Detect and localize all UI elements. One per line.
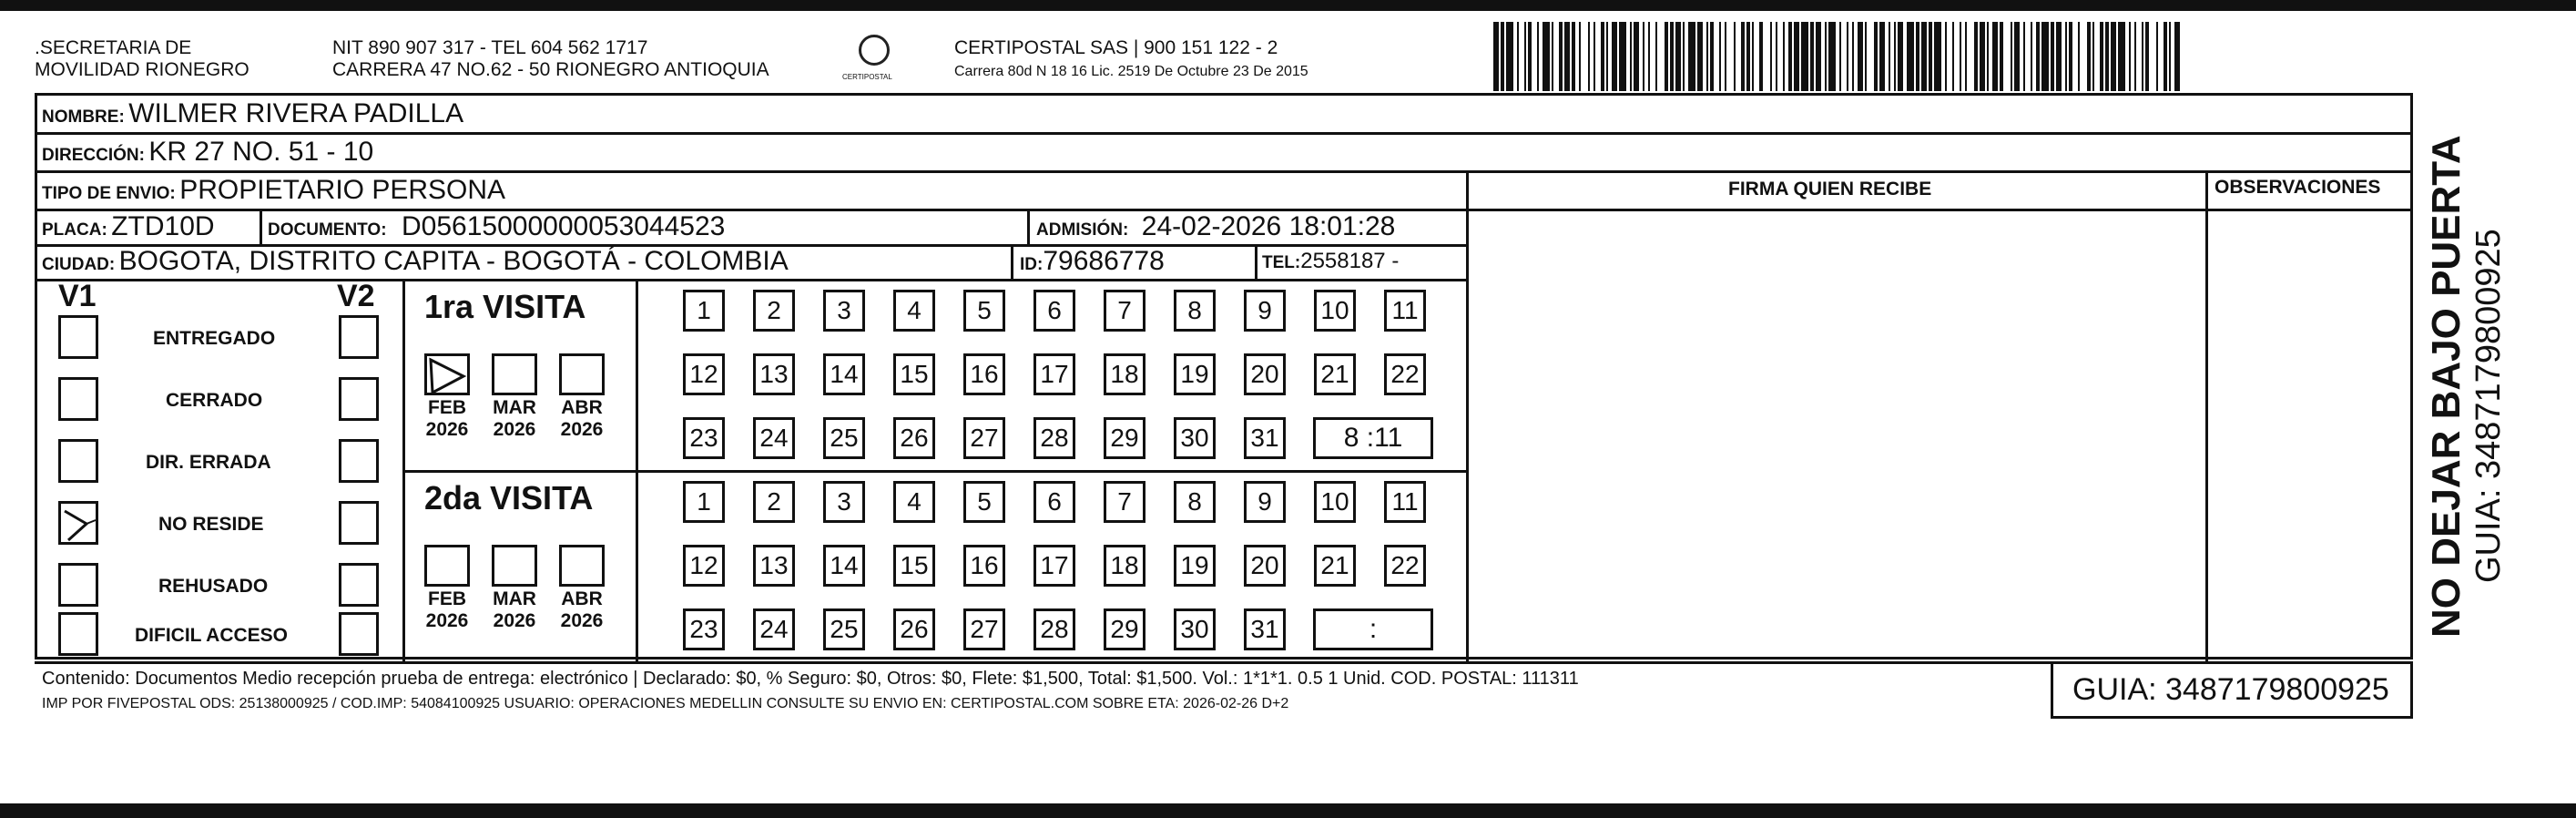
logo-caption: CERTIPOSTAL	[842, 73, 892, 81]
day-box[interactable]: 2	[753, 481, 795, 523]
barcode-bar	[1867, 22, 1874, 91]
day-box[interactable]: 4	[893, 481, 935, 523]
row-placa	[42, 210, 215, 249]
row-direccion	[42, 135, 373, 174]
day-box[interactable]: 9	[1244, 290, 1286, 332]
day-box[interactable]: 28	[1033, 417, 1075, 459]
month-name: MAR	[493, 397, 536, 418]
rule	[1011, 244, 1013, 279]
day-box[interactable]: 1	[683, 481, 725, 523]
company-address: Carrera 80d N 18 16 Lic. 2519 De Octubre 23 De 2015	[954, 64, 1308, 79]
barcode-bar	[1934, 22, 1941, 91]
status-v2-checkbox[interactable]	[339, 439, 379, 483]
day-box[interactable]: 27	[963, 608, 1005, 650]
row-documento	[268, 210, 725, 249]
time-box[interactable]: 8 :11	[1313, 417, 1433, 459]
day-box[interactable]: 11	[1384, 481, 1426, 523]
day-box[interactable]: 17	[1033, 545, 1075, 587]
status-v2-checkbox[interactable]	[339, 377, 379, 421]
month-year: 2026	[493, 610, 536, 631]
status-label: CERRADO	[166, 390, 263, 411]
day-box[interactable]: 3	[823, 290, 865, 332]
barcode-bar	[2041, 22, 2049, 91]
status-v2-checkbox[interactable]	[339, 315, 379, 359]
day-box[interactable]: 18	[1104, 353, 1145, 395]
month-checkbox[interactable]	[492, 545, 537, 587]
day-box[interactable]: 7	[1104, 290, 1145, 332]
status-v1-checkbox[interactable]	[58, 563, 98, 607]
day-box[interactable]: 22	[1384, 545, 1426, 587]
tipo-label: TIPO DE ENVIO:	[42, 184, 176, 203]
tel-value: 2558187 -	[1300, 249, 1400, 273]
barcode-bar	[1581, 22, 1588, 91]
day-box[interactable]: 26	[893, 608, 935, 650]
day-box[interactable]: 13	[753, 353, 795, 395]
day-box[interactable]: 15	[893, 545, 935, 587]
month-year: 2026	[425, 610, 469, 631]
month-name: ABR	[561, 397, 603, 418]
day-box[interactable]: 19	[1174, 353, 1216, 395]
day-box[interactable]: 6	[1033, 481, 1075, 523]
barcode-bar	[2149, 22, 2156, 91]
rule	[35, 661, 2413, 664]
barcode-bar	[1657, 22, 1665, 91]
barcode-bar	[1907, 22, 1914, 91]
barcode-bar	[1967, 22, 1974, 91]
status-label: REHUSADO	[158, 576, 269, 597]
sender-nit: NIT 890 907 317 - TEL 604 562 1717	[332, 37, 648, 58]
day-box[interactable]: 8	[1174, 481, 1216, 523]
day-box[interactable]: 9	[1244, 481, 1286, 523]
id-label: ID:	[1020, 255, 1044, 274]
barcode-bar	[1506, 22, 1513, 91]
month-checkbox[interactable]	[424, 545, 470, 587]
month-year: 2026	[560, 419, 604, 440]
v1-header: V1	[58, 279, 97, 313]
id-value: 79686778	[1043, 246, 1165, 276]
day-box[interactable]: 19	[1174, 545, 1216, 587]
day-box[interactable]: 7	[1104, 481, 1145, 523]
day-box[interactable]: 23	[683, 608, 725, 650]
row-nombre	[42, 97, 463, 136]
day-box[interactable]: 1	[683, 290, 725, 332]
rule	[2051, 716, 2413, 719]
row-id	[1020, 244, 1165, 283]
row-tel	[1262, 244, 1399, 281]
day-box[interactable]: 8	[1174, 290, 1216, 332]
status-v1-checkbox[interactable]	[58, 377, 98, 421]
month-checkbox[interactable]	[424, 353, 470, 395]
rule	[1255, 244, 1257, 279]
status-v2-checkbox[interactable]	[339, 612, 379, 656]
status-label: NO RESIDE	[158, 514, 264, 535]
certipostal-logo-icon	[859, 35, 890, 66]
day-box[interactable]: 10	[1314, 290, 1356, 332]
sender-address: CARRERA 47 NO.62 - 50 RIONEGRO ANTIOQUIA	[332, 59, 769, 80]
day-box[interactable]: 14	[823, 545, 865, 587]
barcode-bar	[1688, 22, 1695, 91]
day-box[interactable]: 5	[963, 481, 1005, 523]
day-box[interactable]: 21	[1314, 545, 1356, 587]
day-box[interactable]: 15	[893, 353, 935, 395]
month-checkbox[interactable]	[559, 545, 605, 587]
admision-value: 24-02-2026 18:01:28	[1141, 211, 1396, 241]
barcode-bar	[2003, 22, 2011, 91]
barcode-bar	[1543, 22, 1550, 91]
sender-line-2: MOVILIDAD RIONEGRO	[35, 59, 249, 80]
status-label: ENTREGADO	[153, 328, 276, 349]
barcode-bar	[1828, 22, 1836, 91]
rule	[2051, 661, 2053, 718]
tipo-value: PROPIETARIO PERSONA	[179, 175, 506, 205]
month-name: FEB	[428, 588, 466, 609]
day-box[interactable]: 17	[1033, 353, 1075, 395]
footer-imp: IMP POR FIVEPOSTAL ODS: 25138000925 / COD.IMP: 54084100925 USUARIO: OPERACIONES MEDELLIN CONSULTE SU ENVIO EN: CERTIPOSTAL.COM SOBRE ETA: 2026-02-26 D+2	[42, 696, 1289, 711]
status-label: DIFICIL ACCESO	[135, 625, 289, 646]
rule	[2410, 661, 2413, 719]
barcode-bar	[2174, 22, 2180, 91]
day-box[interactable]: 2	[753, 290, 795, 332]
day-box[interactable]: 25	[823, 608, 865, 650]
day-box[interactable]: 16	[963, 353, 1005, 395]
top-border-bar	[0, 0, 2576, 11]
day-box[interactable]: 14	[823, 353, 865, 395]
rule	[260, 209, 262, 244]
month-name: ABR	[561, 588, 603, 609]
documento-value: D05615000000053044523	[402, 211, 726, 241]
month-year: 2026	[493, 419, 536, 440]
side-warning: NO DEJAR BAJO PUERTA	[2424, 135, 2469, 638]
time-box[interactable]: :	[1313, 608, 1433, 650]
footer-contenido: Contenido: Documentos Medio recepción prueba de entrega: electrónico | Declarado: $0, % Seguro: $0, Otros: $0, Flete: $1,500, Total: $1,500. Vol.: 1*1*1. 0.5 1 Unid. COD. POSTAL: 111311	[42, 669, 1579, 689]
barcode-bar	[1726, 22, 1734, 91]
check-mark-icon	[61, 504, 101, 544]
ciudad-value: BOGOTA, DISTRITO CAPITA - BOGOTÁ - COLOMBIA	[118, 246, 789, 276]
month-name: FEB	[428, 397, 466, 418]
day-box[interactable]: 3	[823, 481, 865, 523]
firma-header: FIRMA QUIEN RECIBE	[1728, 179, 1932, 199]
visit-title: 2da VISITA	[424, 479, 594, 516]
day-box[interactable]: 12	[683, 545, 725, 587]
day-box[interactable]: 11	[1384, 290, 1426, 332]
rule	[402, 279, 405, 661]
status-v1-checkbox[interactable]	[58, 315, 98, 359]
documento-label: DOCUMENTO:	[268, 220, 387, 240]
barcode-bar	[1763, 22, 1770, 91]
observaciones-header: OBSERVACIONES	[2215, 177, 2381, 198]
day-box[interactable]: 30	[1174, 417, 1216, 459]
day-box[interactable]: 5	[963, 290, 1005, 332]
day-box[interactable]: 24	[753, 608, 795, 650]
barcode-bar	[2080, 22, 2087, 91]
day-box[interactable]: 13	[753, 545, 795, 587]
day-box[interactable]: 26	[893, 417, 935, 459]
day-box[interactable]: 29	[1104, 608, 1145, 650]
v2-header: V2	[337, 279, 375, 313]
side-guia: GUIA: 3487179800925	[2469, 229, 2508, 583]
month-checkbox[interactable]	[492, 353, 537, 395]
rule	[2205, 170, 2208, 661]
row-tipo	[42, 173, 505, 212]
barcode	[1493, 22, 2185, 91]
barcode-bar	[1619, 22, 1626, 91]
row-ciudad	[42, 244, 789, 283]
day-box[interactable]: 25	[823, 417, 865, 459]
day-box[interactable]: 21	[1314, 353, 1356, 395]
day-box[interactable]: 22	[1384, 353, 1426, 395]
check-mark-icon	[427, 356, 471, 396]
day-box[interactable]: 16	[963, 545, 1005, 587]
rule	[1027, 209, 1030, 244]
day-box[interactable]: 27	[963, 417, 1005, 459]
month-year: 2026	[425, 419, 469, 440]
barcode-bar	[1801, 22, 1808, 91]
month-name: MAR	[493, 588, 536, 609]
ciudad-label: CIUDAD:	[42, 255, 116, 274]
month-year: 2026	[560, 610, 604, 631]
status-v2-checkbox[interactable]	[339, 563, 379, 607]
company-line: CERTIPOSTAL SAS | 900 151 122 - 2	[954, 37, 1278, 58]
day-box[interactable]: 12	[683, 353, 725, 395]
day-box[interactable]: 20	[1244, 545, 1286, 587]
placa-value: ZTD10D	[111, 211, 215, 241]
bottom-border-bar	[0, 803, 2576, 818]
day-box[interactable]: 6	[1033, 290, 1075, 332]
admision-label: ADMISIÓN:	[1036, 220, 1129, 240]
rule	[402, 470, 1466, 473]
placa-label: PLACA:	[42, 220, 107, 240]
sender-line-1: .SECRETARIA DE	[35, 37, 192, 58]
day-box[interactable]: 31	[1244, 417, 1286, 459]
day-box[interactable]: 28	[1033, 608, 1075, 650]
rule	[636, 279, 638, 661]
day-box[interactable]: 18	[1104, 545, 1145, 587]
barcode-bar	[2118, 22, 2125, 91]
row-admision	[1036, 210, 1395, 249]
visit-title: 1ra VISITA	[424, 288, 586, 325]
status-v1-checkbox[interactable]	[58, 612, 98, 656]
tel-label: TEL:	[1262, 253, 1301, 272]
day-box[interactable]: 30	[1174, 608, 1216, 650]
rule	[1466, 170, 1469, 661]
day-box[interactable]: 24	[753, 417, 795, 459]
month-checkbox[interactable]	[559, 353, 605, 395]
day-box[interactable]: 23	[683, 417, 725, 459]
status-v1-checkbox[interactable]	[58, 501, 98, 545]
day-box[interactable]: 20	[1244, 353, 1286, 395]
direccion-label: DIRECCIÓN:	[42, 146, 145, 165]
day-box[interactable]: 4	[893, 290, 935, 332]
day-box[interactable]: 10	[1314, 481, 1356, 523]
status-v2-checkbox[interactable]	[339, 501, 379, 545]
day-box[interactable]: 31	[1244, 608, 1286, 650]
day-box[interactable]: 29	[1104, 417, 1145, 459]
direccion-value: KR 27 NO. 51 - 10	[148, 137, 374, 167]
nombre-value: WILMER RIVERA PADILLA	[128, 98, 464, 128]
footer-guia: GUIA: 3487179800925	[2072, 672, 2389, 707]
nombre-label: NOMBRE:	[42, 107, 125, 127]
status-v1-checkbox[interactable]	[58, 439, 98, 483]
status-label: DIR. ERRADA	[146, 452, 271, 473]
